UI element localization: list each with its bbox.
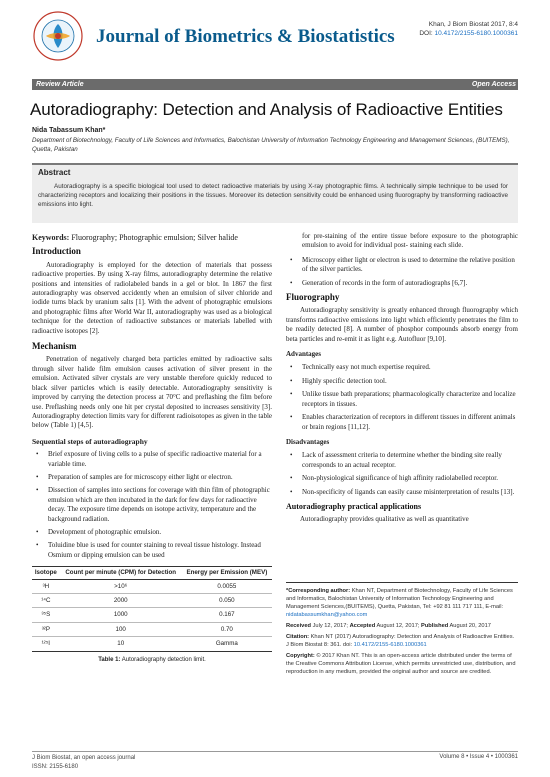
- citation-label: Citation:: [286, 634, 310, 640]
- list-item: • Development of photographic emulsion.: [32, 528, 272, 537]
- keywords: [32, 233, 272, 242]
- sequential-list: [32, 450, 272, 560]
- footer-issn: ISSN: 2155-6180: [32, 764, 79, 770]
- table-row: [32, 622, 272, 636]
- right-continued-text: for pre-staining of the entire tissue before exposure to the photographic emulsion to avoid for individual post- staining each slide.: [302, 232, 518, 250]
- table-cell: >10⁶: [60, 579, 182, 593]
- table-cell: 0.050: [182, 594, 272, 608]
- list-item: • Unlike tissue bath preparations; pharmacologically characterize and localize receptors in tissues.: [286, 390, 518, 409]
- keywords-label: Keywords:: [32, 233, 70, 242]
- citation-doi-link[interactable]: 10.4172/2155-6180.1000361: [353, 642, 427, 648]
- list-item: • Enables characterization of receptors in different tissues in different animals or brain regions [11,12].: [286, 413, 518, 432]
- right-bullets: [286, 256, 518, 288]
- received-date: July 12, 2017;: [310, 623, 350, 629]
- footer-divider: [32, 751, 518, 752]
- doi-link[interactable]: 10.4172/2155-6180.1000361: [434, 30, 518, 37]
- table-row: [32, 637, 272, 651]
- table-header-row: [32, 567, 272, 579]
- table-row: [32, 594, 272, 608]
- list-item: • Technically easy not much expertise required.: [286, 363, 518, 372]
- table-cell: 0.0055: [182, 579, 272, 593]
- table-cell: 0.167: [182, 608, 272, 622]
- mechanism-heading: Mechanism: [32, 341, 77, 352]
- keywords-text: Fluorography; Photographic emulsion; Silver halide: [69, 233, 238, 242]
- table-row: [32, 608, 272, 622]
- table-cell: 0.70: [182, 622, 272, 636]
- citation-note: [286, 633, 518, 649]
- table-cell: ³⁵S: [32, 608, 60, 622]
- fluorography-text: Autoradiography sensitivity is greatly enhanced through fluorography which transforms radioactive emissions into light which efficiently penetrates the film to be readily detected [8]. A number of phosphor compounds absorb energy from beta particles and re-emit it as light e.g. Autofluor [9,10].: [286, 306, 518, 343]
- accepted-label: Accepted: [349, 623, 376, 629]
- author-name: Nida Tabassum Khan*: [32, 127, 106, 134]
- table-cell: Gamma: [182, 637, 272, 651]
- list-item: • Dissection of samples into sections for coverage with thin film of photographic emulsion which are then incubated in the dark for few days for radioactive decay. The exposure time depends on isotope activity, temperature and the background radiation.: [32, 486, 272, 524]
- list-item: • Generation of records in the form of autoradiographs [6,7].: [286, 279, 518, 288]
- published-label: Published: [421, 623, 449, 629]
- open-access-label: Open Access: [471, 80, 516, 88]
- corr-email-link[interactable]: nidatabassumkhan@yahoo.com: [286, 612, 368, 618]
- corr-label: *Corresponding author:: [286, 588, 351, 594]
- list-item: • Highly specific detection tool.: [286, 377, 518, 386]
- accepted-date: August 12, 2017;: [375, 623, 422, 629]
- abstract-heading: Abstract: [38, 168, 71, 177]
- fluorography-heading: Fluorography: [286, 292, 340, 303]
- intro-text: Autoradiography is employed for the detection of materials that possess radioactive properties. By using X-ray films, autoradiography determine the relative positions and intensities of radiolabeled bands in a gel or blot. In 1867 the first autoradiography was observed accidently when an emulsion of silver chloride and iodide turns black by uranium salts [1]. With the advent of photographic emulsions and photographic films after World War II, autoradiography was used as a biological technique for the detection of radioactive substances or materials labelled with radioactive isotopes [2].: [32, 260, 272, 335]
- table-row: [32, 579, 272, 593]
- dates-line: [286, 622, 518, 630]
- copyright-label: Copyright:: [286, 653, 315, 659]
- intro-heading: Introduction: [32, 246, 81, 257]
- published-date: August 20, 2017: [448, 623, 491, 629]
- abstract-text: Autoradiography is a specific biological tool used to detect radioactive materials by using X-ray photographic films. A technically simple technique to be used for characterizing receptors and localizing their positions in the tissues. Moreover its detection sensitivity could be enhanced using fluorography by transforming radioactive emissions into light.: [38, 183, 508, 208]
- left-column: [32, 233, 272, 665]
- journal-logo: [32, 10, 84, 62]
- corresponding-author: [286, 587, 518, 619]
- article-type-label: Review Article: [36, 80, 84, 88]
- table-header: Count per minute (CPM) for Detection: [60, 567, 182, 579]
- list-item: • Preparation of samples are for microscopy either light or electron.: [32, 473, 272, 482]
- disadvantages-heading: Disadvantages: [286, 437, 330, 446]
- article-type-banner: [32, 79, 518, 90]
- doi-label: DOI:: [419, 30, 435, 37]
- detection-table: [32, 566, 272, 651]
- doi-line: [419, 29, 518, 38]
- list-item: • Lack of assessment criteria to determine whether the binding site really corresponds to an actual receptor.: [286, 451, 518, 470]
- citation-line: Khan, J Biom Biostat 2017, 8:4: [428, 21, 518, 28]
- applications-heading: Autoradiography practical applications: [286, 501, 422, 511]
- correspondence-block: [286, 582, 518, 676]
- footer-journal: J Biom Biostat, an open access journal: [32, 755, 136, 761]
- list-item: • Brief exposure of living cells to a pulse of specific radioactive material for a variable time.: [32, 450, 272, 469]
- table-header: Isotope: [32, 567, 60, 579]
- corr-text: Khan NT, Department of Biotechnology, Faculty of Life Sciences and Informatics, Balochistan University of Information Technology Engineering and Management Sciences,(BUITEMS), Quetta, Pakistan, Tel: +92 81 111 717 111, E-mail:: [286, 588, 513, 610]
- copyright-text: © 2017 Khan NT. This is an open-access article distributed under the terms of the Creative Commons Attribution License, which permits unrestricted use, distribution, and reproduction in any medium, provided the original author and source are credited.: [286, 653, 516, 675]
- table-cell: 10: [60, 637, 182, 651]
- disadvantages-list: [286, 451, 518, 497]
- advantages-list: [286, 363, 518, 431]
- received-label: Received: [286, 623, 311, 629]
- author-affiliation: Department of Biotechnology, Faculty of Life Sciences and Informatics, Balochistan University of Information Technology Engineering and Management Sciences, (BUITEMS), Quetta, Pakistan: [32, 137, 510, 153]
- applications-text: Autoradiography provides qualitative as well as quantitative: [300, 515, 469, 524]
- list-item: • Non-specificity of ligands can easily cause misinterpretation of results [13].: [286, 488, 518, 497]
- table-cell: 100: [60, 622, 182, 636]
- citation-text: Khan NT (2017) Autoradiography: Detection and Analysis of Radioactive Entities. J Biom Biostat 8: 361. doi:: [286, 634, 515, 648]
- table-cell: ¹⁴C: [32, 594, 60, 608]
- table-cell: 1000: [60, 608, 182, 622]
- right-column: [286, 232, 518, 525]
- table-cell: ³²P: [32, 622, 60, 636]
- article-title: Autoradiography: Detection and Analysis of Radioactive Entities: [30, 100, 503, 119]
- table-cell: ¹²⁵I: [32, 637, 60, 651]
- footer-left: [32, 754, 135, 772]
- list-item: • Toluidine blue is used for counter staining to reveal tissue histology. Instead Osmium or dipping emulsion can be used: [32, 541, 272, 560]
- table-header: Energy per Emission (MEV): [182, 567, 272, 579]
- citation-block: [419, 20, 518, 38]
- list-item: • Non-physiological significance of high affinity radiolabelled receptor.: [286, 474, 518, 483]
- sequential-heading: Sequential steps of autoradiography: [32, 436, 148, 446]
- table-cell: ³H: [32, 579, 60, 593]
- table-caption: [32, 656, 272, 665]
- list-item: • Microscopy either light or electron is used to determine the relative position of the silver particles.: [286, 256, 518, 275]
- table-cell: 2000: [60, 594, 182, 608]
- footer-volume: Volume 8 • Issue 4 • 1000361: [439, 754, 518, 760]
- journal-title: Journal of Biometrics & Biostatistics: [96, 26, 395, 47]
- table-caption-label: Table 1:: [98, 656, 121, 663]
- table-caption-text: Autoradiography detection limit.: [120, 656, 206, 663]
- copyright-note: [286, 652, 518, 676]
- advantages-heading: Advantages: [286, 350, 322, 359]
- mechanism-text: Penetration of negatively charged beta particles emitted by radioactive salts through silver halide film emulsion causes activation of silver present in the emulsion. Activated silver crystals are very unstable therefore quickly reduced to black silver particles which is easily detectable. Autoradiography sensitivity is improved by carrying the detection process at 70°C and preflashing the film before use. Preflashing needs only one hit per crystal deposited to increases sensitivity [3]. Autoradiography detection limits vary for different radioisotopes as given in the table below (Table 1) [4,5].: [32, 355, 272, 430]
